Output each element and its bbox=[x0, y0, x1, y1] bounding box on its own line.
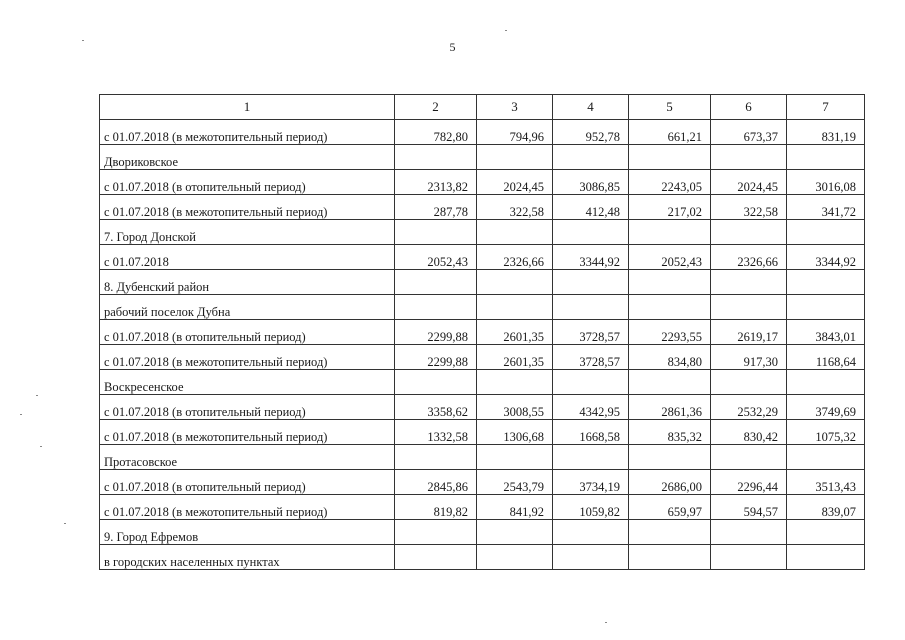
tariff-value-cell bbox=[553, 545, 629, 570]
tariff-value-cell bbox=[477, 270, 553, 295]
tariff-value-cell bbox=[395, 270, 477, 295]
row-label: 8. Дубенский район bbox=[100, 270, 395, 295]
tariff-value-cell: 2296,44 bbox=[711, 470, 787, 495]
row-label: Двориковское bbox=[100, 145, 395, 170]
tariff-value-cell: 835,32 bbox=[629, 420, 711, 445]
table-row bbox=[100, 545, 865, 570]
tariff-value-cell bbox=[395, 295, 477, 320]
tariff-value-cell bbox=[395, 370, 477, 395]
tariff-value-cell: 2532,29 bbox=[711, 395, 787, 420]
column-header: 7 bbox=[787, 95, 865, 120]
tariff-value-cell bbox=[787, 545, 865, 570]
tariff-value-cell: 3358,62 bbox=[395, 395, 477, 420]
tariff-value-cell bbox=[711, 145, 787, 170]
tariff-value-cell: 917,30 bbox=[711, 345, 787, 370]
tariff-value-cell: 287,78 bbox=[395, 195, 477, 220]
tariff-value-cell bbox=[629, 295, 711, 320]
tariff-value-cell: 594,57 bbox=[711, 495, 787, 520]
column-header: 3 bbox=[477, 95, 553, 120]
tariff-value-cell: 2313,82 bbox=[395, 170, 477, 195]
tariff-value-cell bbox=[787, 520, 865, 545]
row-label: с 01.07.2018 (в отопительный период) bbox=[100, 470, 395, 495]
row-label: 7. Город Донской bbox=[100, 220, 395, 245]
table-row bbox=[100, 395, 865, 420]
tariff-value-cell bbox=[711, 370, 787, 395]
tariff-value-cell: 2293,55 bbox=[629, 320, 711, 345]
table-row bbox=[100, 295, 865, 320]
tariff-value-cell bbox=[711, 445, 787, 470]
tariff-value-cell bbox=[553, 295, 629, 320]
tariff-value-cell bbox=[553, 370, 629, 395]
tariff-value-cell: 2601,35 bbox=[477, 345, 553, 370]
tariff-value-cell: 673,37 bbox=[711, 120, 787, 145]
tariff-value-cell: 3344,92 bbox=[553, 245, 629, 270]
tariff-value-cell: 2543,79 bbox=[477, 470, 553, 495]
tariff-value-cell: 1668,58 bbox=[553, 420, 629, 445]
tariff-value-cell bbox=[787, 220, 865, 245]
tariff-value-cell: 3728,57 bbox=[553, 345, 629, 370]
row-label: Воскресенское bbox=[100, 370, 395, 395]
tariff-value-cell: 2299,88 bbox=[395, 320, 477, 345]
tariff-value-cell: 2052,43 bbox=[629, 245, 711, 270]
row-label: с 01.07.2018 (в отопительный период) bbox=[100, 395, 395, 420]
tariff-value-cell: 3344,92 bbox=[787, 245, 865, 270]
table-row bbox=[100, 495, 865, 520]
column-header: 2 bbox=[395, 95, 477, 120]
column-header: 5 bbox=[629, 95, 711, 120]
tariff-value-cell bbox=[553, 445, 629, 470]
tariff-value-cell: 2243,05 bbox=[629, 170, 711, 195]
tariff-value-cell: 322,58 bbox=[477, 195, 553, 220]
tariff-value-cell bbox=[477, 370, 553, 395]
tariff-value-cell bbox=[711, 520, 787, 545]
row-label: с 01.07.2018 (в межотопительный период) bbox=[100, 195, 395, 220]
table-row bbox=[100, 520, 865, 545]
table-row bbox=[100, 195, 865, 220]
tariff-value-cell: 341,72 bbox=[787, 195, 865, 220]
tariff-value-cell: 3728,57 bbox=[553, 320, 629, 345]
tariff-value-cell: 952,78 bbox=[553, 120, 629, 145]
tariff-value-cell bbox=[395, 220, 477, 245]
table-body bbox=[100, 120, 865, 570]
tariff-value-cell bbox=[629, 445, 711, 470]
tariff-value-cell bbox=[395, 445, 477, 470]
table-row bbox=[100, 445, 865, 470]
tariff-value-cell: 3749,69 bbox=[787, 395, 865, 420]
table-row bbox=[100, 420, 865, 445]
row-label: с 01.07.2018 bbox=[100, 245, 395, 270]
tariff-value-cell bbox=[395, 520, 477, 545]
tariff-value-cell bbox=[553, 520, 629, 545]
tariff-value-cell: 1332,58 bbox=[395, 420, 477, 445]
row-label: с 01.07.2018 (в межотопительный период) bbox=[100, 120, 395, 145]
tariff-value-cell: 2326,66 bbox=[477, 245, 553, 270]
tariff-value-cell bbox=[629, 520, 711, 545]
scan-speck bbox=[64, 523, 66, 524]
tariff-value-cell bbox=[629, 270, 711, 295]
tariff-value-cell: 831,19 bbox=[787, 120, 865, 145]
table-row bbox=[100, 345, 865, 370]
tariff-value-cell bbox=[477, 295, 553, 320]
tariff-value-cell bbox=[395, 145, 477, 170]
tariff-value-cell: 1306,68 bbox=[477, 420, 553, 445]
tariff-value-cell: 3843,01 bbox=[787, 320, 865, 345]
tariff-value-cell: 2601,35 bbox=[477, 320, 553, 345]
table-row bbox=[100, 270, 865, 295]
table-row bbox=[100, 245, 865, 270]
column-header: 4 bbox=[553, 95, 629, 120]
tariff-value-cell bbox=[629, 145, 711, 170]
tariff-value-cell bbox=[629, 370, 711, 395]
tariff-value-cell bbox=[787, 295, 865, 320]
tariff-value-cell: 217,02 bbox=[629, 195, 711, 220]
tariff-value-cell bbox=[477, 145, 553, 170]
tariff-value-cell: 2619,17 bbox=[711, 320, 787, 345]
tariff-value-cell: 3513,43 bbox=[787, 470, 865, 495]
tariff-value-cell bbox=[629, 545, 711, 570]
tariff-value-cell bbox=[711, 270, 787, 295]
tariff-value-cell: 1168,64 bbox=[787, 345, 865, 370]
scan-speck bbox=[605, 622, 607, 623]
tariff-value-cell bbox=[787, 445, 865, 470]
tariff-value-cell bbox=[477, 520, 553, 545]
table-row bbox=[100, 370, 865, 395]
tariff-value-cell: 659,97 bbox=[629, 495, 711, 520]
tariff-value-cell bbox=[553, 220, 629, 245]
scan-speck bbox=[40, 446, 42, 447]
row-label: с 01.07.2018 (в отопительный период) bbox=[100, 320, 395, 345]
row-label: с 01.07.2018 (в отопительный период) bbox=[100, 170, 395, 195]
tariff-value-cell bbox=[787, 370, 865, 395]
tariff-value-cell: 2845,86 bbox=[395, 470, 477, 495]
tariff-value-cell: 2861,36 bbox=[629, 395, 711, 420]
page-number: 5 bbox=[449, 40, 456, 54]
tariff-value-cell: 782,80 bbox=[395, 120, 477, 145]
tariff-value-cell: 834,80 bbox=[629, 345, 711, 370]
tariff-value-cell: 2052,43 bbox=[395, 245, 477, 270]
tariff-value-cell: 3086,85 bbox=[553, 170, 629, 195]
header-row bbox=[100, 95, 865, 120]
tariff-value-cell: 1059,82 bbox=[553, 495, 629, 520]
tariff-value-cell bbox=[553, 145, 629, 170]
row-label: с 01.07.2018 (в межотопительный период) bbox=[100, 420, 395, 445]
table-row bbox=[100, 220, 865, 245]
tariff-value-cell: 412,48 bbox=[553, 195, 629, 220]
tariff-value-cell: 2024,45 bbox=[477, 170, 553, 195]
row-label: 9. Город Ефремов bbox=[100, 520, 395, 545]
tariff-value-cell bbox=[477, 545, 553, 570]
scan-speck bbox=[36, 395, 38, 396]
tariff-value-cell bbox=[787, 145, 865, 170]
tariff-value-cell bbox=[553, 270, 629, 295]
tariff-value-cell: 2686,00 bbox=[629, 470, 711, 495]
tariff-value-cell: 819,82 bbox=[395, 495, 477, 520]
tariff-value-cell: 2299,88 bbox=[395, 345, 477, 370]
scan-speck bbox=[20, 414, 22, 415]
table-row bbox=[100, 120, 865, 145]
tariff-value-cell bbox=[395, 545, 477, 570]
tariff-value-cell: 2326,66 bbox=[711, 245, 787, 270]
tariff-value-cell: 794,96 bbox=[477, 120, 553, 145]
tariff-table bbox=[99, 94, 865, 570]
tariff-value-cell: 1075,32 bbox=[787, 420, 865, 445]
tariff-value-cell bbox=[787, 270, 865, 295]
tariff-value-cell: 322,58 bbox=[711, 195, 787, 220]
table-row bbox=[100, 470, 865, 495]
tariff-value-cell: 3008,55 bbox=[477, 395, 553, 420]
row-label: с 01.07.2018 (в межотопительный период) bbox=[100, 345, 395, 370]
scan-speck bbox=[82, 40, 84, 41]
row-label: Протасовское bbox=[100, 445, 395, 470]
tariff-value-cell bbox=[711, 295, 787, 320]
tariff-value-cell bbox=[711, 220, 787, 245]
tariff-value-cell bbox=[477, 445, 553, 470]
column-header: 1 bbox=[100, 95, 395, 120]
tariff-value-cell: 841,92 bbox=[477, 495, 553, 520]
tariff-value-cell: 4342,95 bbox=[553, 395, 629, 420]
table-row bbox=[100, 320, 865, 345]
row-label: в городских населенных пунктах bbox=[100, 545, 395, 570]
scan-speck bbox=[505, 30, 507, 31]
tariff-value-cell bbox=[629, 220, 711, 245]
table-row bbox=[100, 145, 865, 170]
tariff-value-cell: 839,07 bbox=[787, 495, 865, 520]
tariff-value-cell: 3734,19 bbox=[553, 470, 629, 495]
tariff-value-cell: 2024,45 bbox=[711, 170, 787, 195]
table-row bbox=[100, 170, 865, 195]
row-label: рабочий поселок Дубна bbox=[100, 295, 395, 320]
column-header: 6 bbox=[711, 95, 787, 120]
tariff-value-cell: 3016,08 bbox=[787, 170, 865, 195]
tariff-value-cell: 661,21 bbox=[629, 120, 711, 145]
row-label: с 01.07.2018 (в межотопительный период) bbox=[100, 495, 395, 520]
tariff-value-cell: 830,42 bbox=[711, 420, 787, 445]
tariff-value-cell bbox=[477, 220, 553, 245]
tariff-value-cell bbox=[711, 545, 787, 570]
